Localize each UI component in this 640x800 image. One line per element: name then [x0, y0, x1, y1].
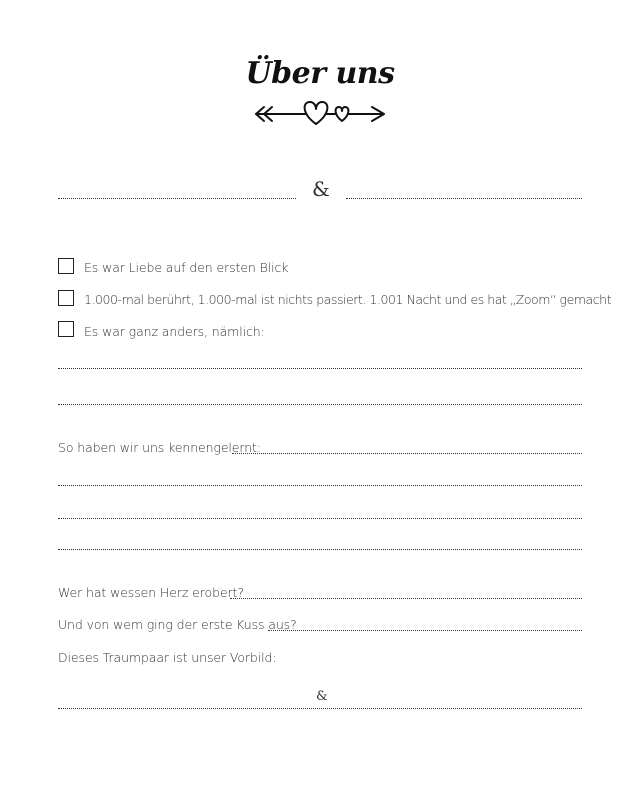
answer-line-kiss[interactable] [268, 630, 582, 631]
question-kiss: Und von wem ging der erste Kuss aus? [58, 617, 297, 632]
checkbox-label-zoom: 1.000-mal berührt, 1.000-mal ist nichts passiert. 1.001 Nacht und es hat „Zoom“ gemacht [84, 292, 612, 307]
name-line-left[interactable] [58, 198, 296, 199]
answer-line-met-3[interactable] [58, 518, 582, 519]
checkbox-label-first-sight: Es war Liebe auf den ersten Blick [84, 260, 289, 275]
checkbox-first-sight[interactable] [58, 258, 74, 274]
checkbox-zoom[interactable] [58, 290, 74, 306]
question-rolemodel: Dieses Traumpaar ist unser Vorbild: [58, 650, 277, 665]
answer-line-different-1[interactable] [58, 368, 582, 369]
page-title: Über uns [245, 56, 395, 91]
question-heart: Wer hat wessen Herz erobert? [58, 585, 244, 600]
rolemodel-line[interactable] [58, 708, 582, 709]
answer-line-heart[interactable] [230, 598, 582, 599]
checkbox-different[interactable] [58, 321, 74, 337]
arrow-with-hearts-icon [250, 96, 390, 130]
answer-line-different-2[interactable] [58, 404, 582, 405]
checkbox-label-different: Es war ganz anders, nämlich: [84, 324, 265, 339]
answer-line-met-4[interactable] [58, 549, 582, 550]
name-line-right[interactable] [346, 198, 582, 199]
rolemodel-ampersand: & [316, 689, 328, 704]
question-met: So haben wir uns kennengelernt: [58, 440, 261, 455]
answer-line-met-1[interactable] [232, 453, 582, 454]
answer-line-met-2[interactable] [58, 485, 582, 486]
names-ampersand: & [312, 177, 330, 201]
